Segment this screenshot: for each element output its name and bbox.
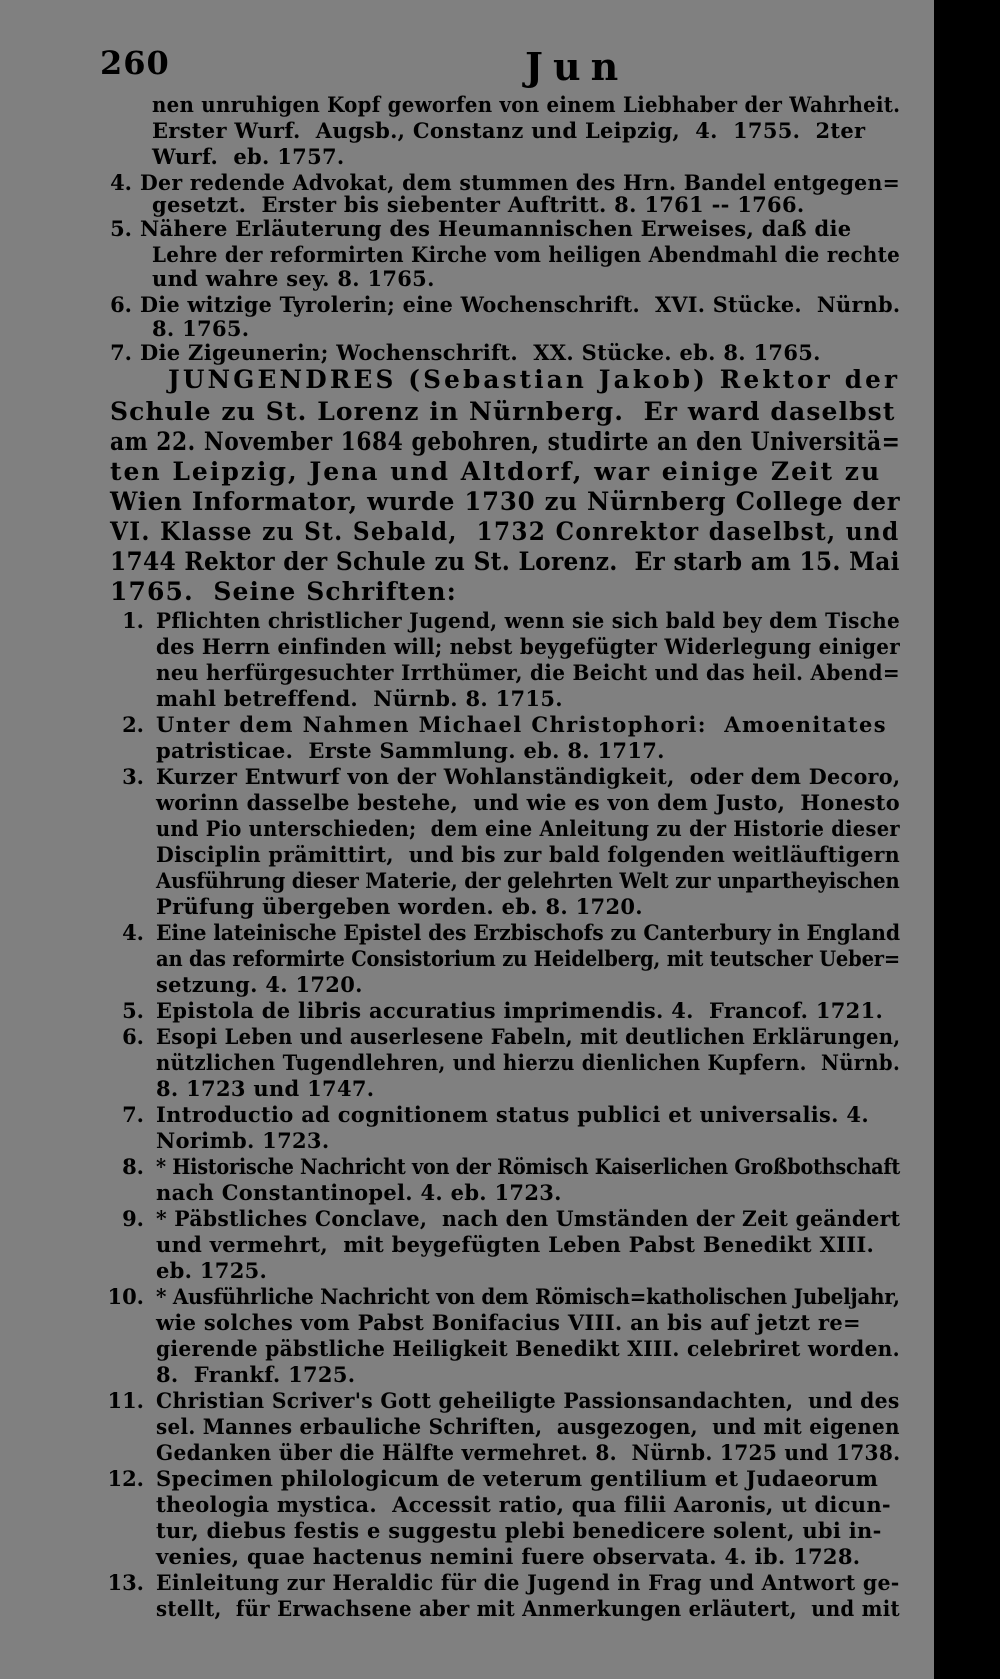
item-number: 7. xyxy=(122,1102,144,1127)
text-line: 8. Frankf. 1725. xyxy=(156,1362,356,1387)
item-number: 3. xyxy=(122,764,144,789)
text-line: Gedanken über die Hälfte vermehret. 8. Nürnb. 1725 und 1738. xyxy=(156,1440,901,1465)
text-line: Nähere Erläuterung des Heumannischen Erweises, daß die xyxy=(140,216,852,241)
text-line: Kurzer Entwurf von der Wohlanständigkeit, oder dem Decoro, xyxy=(156,764,901,789)
item-number: 8. xyxy=(122,1154,144,1179)
text-line: tur, diebus festis e suggestu plebi benedicere solent, ubi in- xyxy=(156,1518,882,1543)
biography-line: am 22. November 1684 gebohren, studirte an den Universitä= xyxy=(110,427,901,456)
text-line: Norimb. 1723. xyxy=(156,1128,330,1153)
text-line: Disciplin prämittirt, und bis zur bald folgenden weitläuftigern xyxy=(156,842,901,867)
text-line: nützlichen Tugendlehren, und hierzu dienlichen Kupfern. Nürnb. xyxy=(156,1050,901,1075)
text-line: wie solches vom Pabst Bonifacius VIII. an bis auf jetzt re= xyxy=(156,1310,861,1335)
biography-line: Schule zu St. Lorenz in Nürnberg. Er ward daselbst xyxy=(110,397,896,426)
text-line: an das reformirte Consistorium zu Heidelberg, mit teutscher Ueber= xyxy=(156,946,901,971)
text-line: Der redende Advokat, dem stummen des Hrn. Bandel entgegen= xyxy=(140,170,901,195)
text-line: eb. 1725. xyxy=(156,1258,268,1283)
text-line: nach Constantinopel. 4. eb. 1723. xyxy=(156,1180,562,1205)
text-line: Erster Wurf. Augsb., Constanz und Leipzig, 4. 1755. 2ter xyxy=(152,118,866,143)
item-number: 1. xyxy=(122,608,144,633)
biography-line: 1765. Seine Schriften: xyxy=(110,577,457,606)
item-number: 5. xyxy=(122,998,144,1023)
text-line: Wurf. eb. 1757. xyxy=(152,144,345,169)
text-line: venies, quae hactenus nemini fuere observata. 4. ib. 1728. xyxy=(156,1544,861,1569)
text-line: Lehre der reformirten Kirche vom heiligen Abendmahl die rechte xyxy=(152,242,901,267)
page-header xyxy=(100,44,880,92)
text-line: mahl betreffend. Nürnb. 8. 1715. xyxy=(156,686,563,711)
text-line: * Historische Nachricht von der Römisch Kaiserlichen Großbothschaft xyxy=(156,1154,901,1179)
text-line: setzung. 4. 1720. xyxy=(156,972,363,997)
text-line: sel. Mannes erbauliche Schriften, ausgezogen, und mit eigenen xyxy=(156,1414,900,1439)
page-number: 260 xyxy=(100,44,170,82)
item-number: 4. xyxy=(110,170,132,195)
text-line: Unter dem Nahmen Michael Christophori: Amoenitates xyxy=(156,712,888,737)
item-number: 2. xyxy=(122,712,144,737)
text-line: theologia mystica. Accessit ratio, qua filii Aaronis, ut dicun- xyxy=(156,1492,891,1517)
text-line: * Ausführliche Nachricht von dem Römisch=katholischen Jubeljahr, xyxy=(156,1284,900,1309)
text-line: gesetzt. Erster bis siebenter Auftritt. 8. 1761 -- 1766. xyxy=(152,192,805,217)
text-line: Esopi Leben und auserlesene Fabeln, mit deutlichen Erklärungen, xyxy=(156,1024,901,1049)
biography-heading: JUNGENDRES (Sebastian Jakob) Rektor der xyxy=(168,365,901,394)
item-number: 13. xyxy=(107,1570,144,1595)
text-line: Ausführung dieser Materie, der gelehrten Welt zur unpartheyischen xyxy=(156,868,900,893)
text-line: Specimen philologicum de veterum gentilium et Judaeorum xyxy=(156,1466,879,1491)
text-line: Epistola de libris accuratius imprimendis. 4. Francof. 1721. xyxy=(156,998,884,1023)
text-line: und wahre sey. 8. 1765. xyxy=(152,266,435,291)
text-line: gierende päbstliche Heiligkeit Benedikt XIII. celebriret worden. xyxy=(156,1336,900,1361)
biography-line: VI. Klasse zu St. Sebald, 1732 Conrektor daselbst, und xyxy=(110,517,900,546)
text-line: patristicae. Erste Sammlung. eb. 8. 1717. xyxy=(156,738,665,763)
biography-line: 1744 Rektor der Schule zu St. Lorenz. Er starb am 15. Mai xyxy=(110,547,900,576)
text-line: und Pio unterschieden; dem eine Anleitung zu der Historie dieser xyxy=(156,816,900,841)
text-line: * Päbstliches Conclave, nach den Umständen der Zeit geändert xyxy=(156,1206,901,1231)
running-head: Jun xyxy=(525,44,629,89)
text-line: Einleitung zur Heraldic für die Jugend in Frag und Antwort ge- xyxy=(156,1570,900,1595)
text-line: Prüfung übergeben worden. eb. 8. 1720. xyxy=(156,894,643,919)
item-number: 7. xyxy=(110,340,132,365)
biography-line: ten Leipzig, Jena und Altdorf, war einige Zeit zu xyxy=(110,457,882,486)
text-line: 8. 1765. xyxy=(152,316,250,341)
item-number: 5. xyxy=(110,216,132,241)
text-line: Introductio ad cognitionem status publici et universalis. 4. xyxy=(156,1102,869,1127)
item-number: 4. xyxy=(122,920,144,945)
text-line: neu herfürgesuchter Irrthümer, die Beicht und das heil. Abend= xyxy=(156,660,900,685)
item-number: 10. xyxy=(107,1284,144,1309)
biography-line: Wien Informator, wurde 1730 zu Nürnberg College der xyxy=(110,487,901,516)
text-line: Pflichten christlicher Jugend, wenn sie sich bald bey dem Tische xyxy=(156,608,901,633)
text-line: stellt, für Erwachsene aber mit Anmerkungen erläutert, und mit xyxy=(156,1596,900,1621)
text-line: Die Zigeunerin; Wochenschrift. XX. Stücke. eb. 8. 1765. xyxy=(140,340,821,365)
text-line: worinn dasselbe bestehe, und wie es von dem Justo, Honesto xyxy=(156,790,900,815)
text-line: und vermehrt, mit beygefügten Leben Pabst Benedikt XIII. xyxy=(156,1232,875,1257)
item-number: 12. xyxy=(107,1466,144,1491)
item-number: 6. xyxy=(110,292,132,317)
text-line: des Herrn einfinden will; nebst beygefügter Widerlegung einiger xyxy=(156,634,901,659)
item-number: 6. xyxy=(122,1024,144,1049)
text-line: Christian Scriver's Gott geheiligte Passionsandachten, und des xyxy=(156,1388,900,1413)
text-line: nen unruhigen Kopf geworfen von einem Liebhaber der Wahrheit. xyxy=(152,92,901,117)
text-line: 8. 1723 und 1747. xyxy=(156,1076,375,1101)
item-number: 11. xyxy=(107,1388,144,1413)
item-number: 9. xyxy=(122,1206,144,1231)
text-line: Eine lateinische Epistel des Erzbischofs zu Canterbury in England xyxy=(156,920,900,945)
text-line: Die witzige Tyrolerin; eine Wochenschrift. XVI. Stücke. Nürnb. xyxy=(140,292,901,317)
